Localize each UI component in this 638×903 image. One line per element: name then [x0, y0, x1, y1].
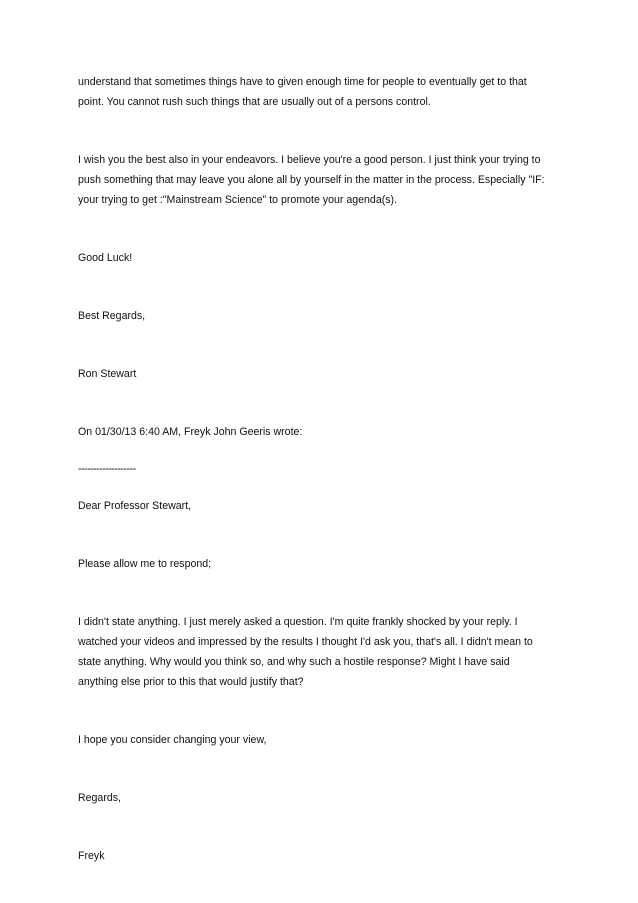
text-line: push something that may leave you alone all by yourself in the matter in the process. Especially "IF:	[78, 174, 545, 186]
text-line: Good Luck!	[78, 252, 133, 264]
paragraph-sign-off	[78, 306, 568, 326]
text-line: Ron Stewart	[78, 368, 137, 380]
text-line: watched your videos and impressed by the results I thought I'd ask you, that's all. I didn't mean to	[78, 636, 533, 648]
paragraph-best-wishes	[78, 150, 568, 210]
text-line: point. You cannot rush such things that are usually out of a persons control.	[78, 96, 431, 108]
quoted-paragraph-respond	[78, 554, 568, 574]
quote-separator	[78, 459, 568, 479]
quoted-header	[78, 422, 568, 442]
text-line: -------------------	[78, 463, 136, 475]
quoted-signature	[78, 846, 568, 866]
text-line: I hope you consider changing your view,	[78, 734, 267, 746]
text-line: Dear Professor Stewart,	[78, 500, 192, 512]
paragraph-good-luck	[78, 248, 568, 268]
text-line: Please allow me to respond;	[78, 558, 212, 570]
text-line: On 01/30/13 6:40 AM, Freyk John Geeris wrote:	[78, 426, 303, 438]
text-line: your trying to get :"Mainstream Science" to promote your agenda(s).	[78, 194, 398, 206]
email-body	[78, 72, 568, 866]
text-line: state anything. Why would you think so, and why such a hostile response? Might I have said	[78, 656, 510, 668]
text-line: anything else prior to this that would justify that?	[78, 676, 304, 688]
text-line: understand that sometimes things have to given enough time for people to eventually get to that	[78, 76, 527, 88]
paragraph-signature	[78, 364, 568, 384]
quoted-sign-off	[78, 788, 568, 808]
text-line: I didn't state anything. I just merely asked a question. I'm quite frankly shocked by your reply. I	[78, 616, 518, 628]
quoted-paragraph-hope	[78, 730, 568, 750]
text-line: Regards,	[78, 792, 121, 804]
text-line: Freyk	[78, 850, 105, 862]
text-line: I wish you the best also in your endeavors. I believe you're a good person. I just think your trying to	[78, 154, 541, 166]
quoted-paragraph-main	[78, 612, 568, 692]
text-line: Best Regards,	[78, 310, 146, 322]
quoted-greeting	[78, 496, 568, 516]
paragraph-closing-thought	[78, 72, 568, 112]
